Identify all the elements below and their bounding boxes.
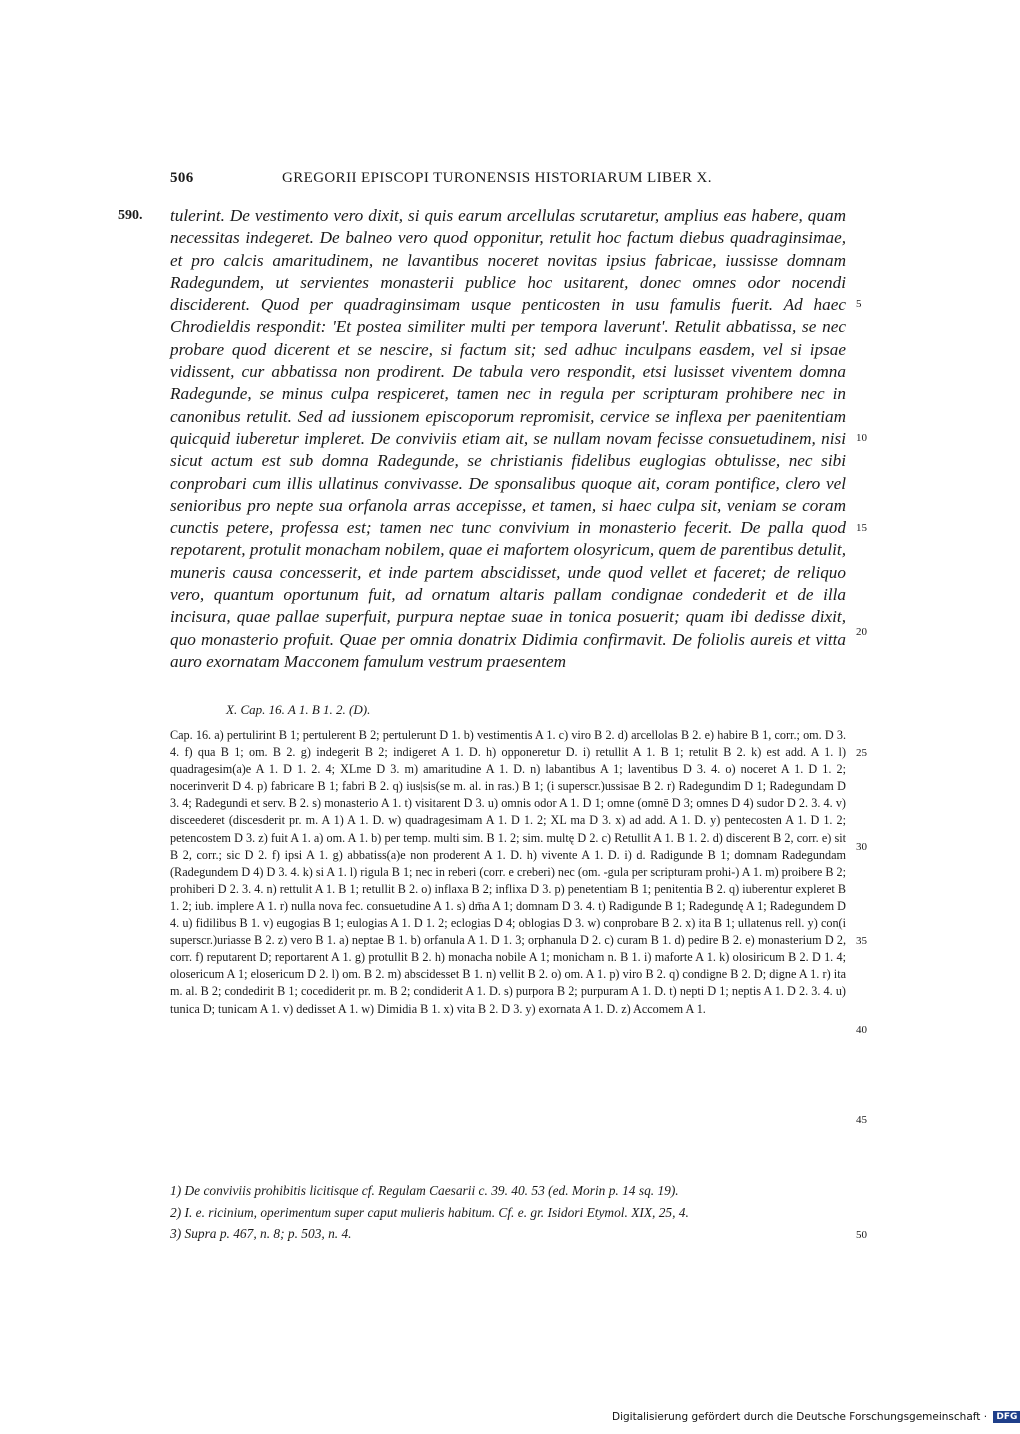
- line-number: 40: [856, 1024, 867, 1036]
- line-number: 50: [856, 1229, 867, 1241]
- footnotes: [170, 1180, 846, 1245]
- line-number: 35: [856, 935, 867, 947]
- digitization-credit: [612, 1411, 1018, 1429]
- dfg-logo: DFG: [993, 1411, 1020, 1423]
- footnote: 2) I. e. ricinium, operimentum super caput mulieris habitum. Cf. e. gr. Isidori Etymol. XIX, 25, 4.: [170, 1204, 689, 1220]
- critical-apparatus: Cap. 16. a) pertulirint B 1; pertulerent B 2; pertulerunt D 1. b) vestimentis A 1. c) viro B 2. d) arcellolas B 2. e) habire B 1, corr.; om. D 3. 4. f) qua B 1; om. B 2. g) indegerit B 2; indigeret A 1. D. h) opponeretur D. i) retullit A 1. B 1; retulit B 2. k) est add. A 1. l) quadragesim(a)e A 1. D 1. 2. 4; XLme D 3. m) amaritudine A 1. D. n) labantibus A 1; laventibus D 3. 4. o) noceret A 1. D 1. 2; nocerinverit D 4. p) fabricare B 1; fabri B 2. q) ius|sis(se m. al. in ras.) B 1; (i superscr.)ussisae B 2. r) Radegundim D 1; Radegundam D 3. 4; Radegundi et serv. B 2. s) monasterio A 1. t) visitarent D 3. u) omnis odor A 1. D 1; omne (omnē D 3; omnes D 4) sudor D 2. 3. 4. v) disceederet (discesderit pr. m. A 1) A 1. D. w) quadragesimam A 1. D 1. 2; XL ma D 3. x) ad add. A 1. D. y) pentecosten A 1. D 1. 2; petencostem D 3. z) fuit A 1. a) om. A 1. b) per temp. multi sim. B 1. 2; sim. multę D 2. c) Retullit A 1. B 1. 2. d) discerent B 2, corr. e) sit B 2, corr.; sic D 2. f) ipsi A 1. g) abbatiss(a)e non proderent A 1. D. h) vivente A 1. D. i) d. Radigunde B 1; domnam Radegundam (Radegundem D 4) D 3. 4. k) si A 1. l) rigula B 1; nec in reberi (corr. e creberi) nec (om. -gula per scripturam prohi-) A 1. m) proibere B 2; prohiberi D 2. 3. 4. n) rettulit A 1. B 1; retullit B 2. o) inflaxa B 2; inflixa D 3. p) penetentiam B 1; penitentia B 2. q) iuberentur expleret B 1. 2; iub. implere A 1. r) nulla nova fec. consuetudine A 1. s) dm̄a A 1; domnam D 3. 4. t) Radigunde B 1; Radegundę A 1; Radegundem D 4. u) fidilibus B 1. v) eugogias B 1; eulogias A 1. D 1. 2; eclogias D 4; oblogias D 3. w) conprobare B 2. x) ita B 1; ullatenus rell. y) con(i superscr.)uriasse B 2. z) vero B 1. a) neptae B 1. b) orfanula A 1. D 1. 3; orphanula D 2. c) curam B 1. d) pedire B 2. e) monasterium D 2, corr. f) reputarent D; reportarent A 1. g) protullit B 2. h) monacha nobile A 1; monicham n. B 1. i) maforte A 1. k) olosiricum B 2. D 1. 4; olosericum A 1; elosericum D 2. l) om. B 2. m) abscidesset B 1. n) vellit B 2. o) om. A 1. p) viro B 2. q) condigne B 2. D; digne A 1. r) ita m. al. B 2; condedirit B 1; cocediderit pr. m. B 2; condiderit A 1. D. s) purpora B 2; purpuram A 1. D. t) nepti D 1; neptis A 1. D 2. 3. 4. u) tunica D; tunicam A 1. v) dedisset A 1. w) Dimidia B 1. x) vita B 2. D 3. y) exornata A 1. D. z) Accomem A 1.: [170, 728, 846, 1016]
- line-number: 30: [856, 841, 867, 853]
- line-number: 25: [856, 747, 867, 759]
- footnote: 1) De conviviis prohibitis licitisque cf. Regulam Caesarii c. 39. 40. 53 (ed. Morin p. 14 sq. 19).: [170, 1183, 679, 1198]
- line-number: 15: [856, 522, 867, 534]
- running-title: GREGORII EPISCOPI TURONENSIS HISTORIARUM LIBER X.: [282, 170, 712, 186]
- digitization-text: Digitalisierung gefördert durch die Deutsche Forschungsgemeinschaft ·: [612, 1411, 988, 1423]
- line-number: 20: [856, 626, 867, 638]
- year-marker: 590.: [118, 208, 143, 223]
- page-number: 506: [170, 170, 194, 186]
- running-head: [170, 170, 820, 192]
- line-number: 5: [856, 298, 862, 310]
- line-number: 45: [856, 1114, 867, 1126]
- line-number: 10: [856, 432, 867, 444]
- apparatus-header: X. Cap. 16. A 1. B 1. 2. (D).: [226, 702, 371, 717]
- footnote: 3) Supra p. 467, n. 8; p. 503, n. 4.: [170, 1226, 352, 1241]
- main-text: tulerint. De vestimento vero dixit, si quis earum arcellulas scrutaretur, amplius eas habere, quam necessitas indegeret. De balneo vero quod opponitur, retulit hoc factum diebus quadraginsimae, et pro calcis amaritudinem, ne lavantibus noceret novitas ipsius fabricae, iussisse domnam Radegundem, ut servientes monasterii publice hoc usitarent, donec omnes odor nocendi disciderent. Quod per quadraginsimam usque penticosten in usu famulis fuerit. Ad haec Chrodieldis respondit: 'Et postea similiter multi per tempora laverunt'. Retulit abbatissa, se nec probare quod dicerent et se nescire, si factum sit; sed adhuc inculpans easdem, vel si ipsae vidissent, cur abbatissa non prodirent. De tabula vero respondit, etsi lusisset viventem domna Radegunde, se minus culpa respiceret, tamen nec in regula per scripturam prohibere nec in canonibus retulit. Sed ad iussionem episcoporum repromisit, cervice se inflexa per paenitentiam quicquid iuberetur impleret. De conviviis etiam ait, se nullam novam fecisse consuetudinem, nisi sicut actum est sub domna Radegunde, se christianis fidelibus euglogias obtulisse, nec sibi conprobari cum illis ullatinus convivasse. De sponsalibus quoque ait, coram pontifice, clero vel senioribus pro nepte sua orfanola arras accepisse, et tamen, si haec culpa sit, veniam se coram cunctis petere, professa est; tamen nec tunc convivium in monasterio fecerit. De palla quod repotarent, protulit monacham nobilem, quae ei mafortem olosyricum, quem de parentibus detulit, muneris causa concesserit, et inde partem abscidisset, unde quod vellet et faceret; de reliquo vero, quantum oportunum fuit, ad ornatum altaris pallam condignae condederit et de illa incisura, quae pallae superfuit, purpura neptae suae in tonica posuerit; quam ibi dedisse dixit, quo monasterio profuit. Quae per omnia donatrix Didimia confirmavit. De foliolis aureis et vitta auro exornatam Macconem famulum vestrum praesentem: [170, 206, 846, 671]
